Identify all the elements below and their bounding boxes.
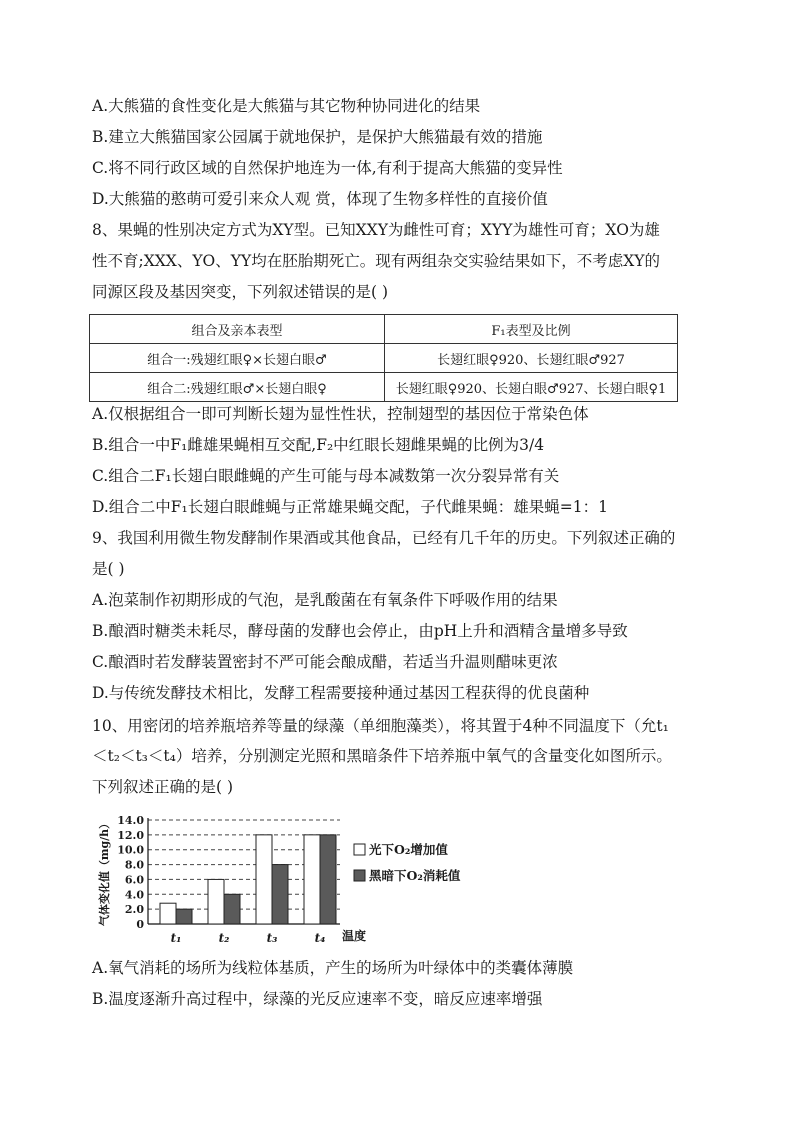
q10-option-a: A.氧气消耗的场所为线粒体基质，产生的场所为叶绿体中的类囊体薄膜 <box>92 959 574 977</box>
legend-swatch <box>354 870 365 881</box>
q10-stem-line2: ＜t₂＜t₃＜t₄）培养，分别测定光照和黑暗条件下培养瓶中氧气的含量变化如图所示。 <box>92 747 672 765</box>
y-axis-label: 气体变化值（mg/h） <box>98 817 111 927</box>
table-row <box>90 373 678 402</box>
table-cell: 长翅红眼♀920、长翅红眼♂927 <box>385 344 678 373</box>
table-row <box>90 344 678 373</box>
legend-label: 黑暗下O₂消耗值 <box>369 868 461 883</box>
y-tick-label: 14.0 <box>117 814 144 827</box>
q8-option-c: C.组合二F₁长翅白眼雌蝇的产生可能与母本减数第一次分裂异常有关 <box>92 467 560 485</box>
legend-swatch <box>354 844 365 855</box>
q8-stem-line3: 同源区段及基因突变，下列叙述错误的是( ) <box>92 283 389 301</box>
y-tick-label: 6.0 <box>124 873 144 887</box>
q9-stem-line1: 9、我国利用微生物发酵制作果酒或其他食品，已经有几千年的历史。下列叙述正确的 <box>92 529 676 547</box>
q8-stem-line1: 8、果蝇的性别决定方式为XY型。已知XXY为雌性可育；XYY为雄性可育；XO为雄 <box>92 221 660 239</box>
q10-stem-line1: 10、用密闭的培养瓶培养等量的绿藻（单细胞藻类），将其置于4种不同温度下（允t₁ <box>92 717 669 735</box>
bar <box>208 879 224 924</box>
cross-table <box>89 314 678 402</box>
x-tick-label: t₁ <box>170 931 182 945</box>
q7-option-d: D.大熊猫的憨萌可爱引来众人观 赏，体现了生物多样性的直接价值 <box>92 190 548 208</box>
legend-label: 光下O₂增加值 <box>369 842 448 857</box>
bar <box>160 903 176 924</box>
x-tick-label: t₂ <box>218 931 230 945</box>
table-cell: 组合一:残翅红眼♀×长翅白眼♂ <box>90 344 385 373</box>
table-header-cell: 组合及亲本表型 <box>90 315 385 344</box>
x-tick-label: t₄ <box>314 931 326 945</box>
q9-stem-line2: 是( ) <box>92 560 125 578</box>
q9-option-b: B.酿酒时糖类未耗尽，酵母菌的发酵也会停止，由pH上升和酒精含量增多导致 <box>92 622 628 640</box>
x-axis-label: 温度 <box>342 929 367 943</box>
y-tick-label: 0 <box>136 918 144 931</box>
y-tick-label: 12.0 <box>117 828 144 842</box>
o2-bar-chart <box>96 812 476 950</box>
q8-option-d: D.组合二中F₁长翅白眼雌蝇与正常雄果蝇交配，子代雌果蝇：雄果蝇=1：1 <box>92 498 608 516</box>
q8-stem-line2: 性不育;XXX、YO、YY均在胚胎期死亡。现有两组杂交实验结果如下，不考虑XY的 <box>92 252 661 270</box>
q9-option-c: C.酿酒时若发酵装置密封不严可能会酿成醋，若适当升温则醋味更浓 <box>92 653 558 671</box>
bar <box>320 835 336 924</box>
bar <box>176 909 192 924</box>
q10-option-b: B.温度逐渐升高过程中，绿藻的光反应速率不变，暗反应速率增强 <box>92 990 543 1008</box>
q9-option-a: A.泡菜制作初期形成的气泡，是乳酸菌在有氧条件下呼吸作用的结果 <box>92 591 558 609</box>
q8-option-a: A.仅根据组合一即可判断长翅为显性性状，控制翅型的基因位于常染色体 <box>92 405 589 423</box>
q7-option-c: C.将不同行政区域的自然保护地连为一体,有利于提高大熊猫的变异性 <box>92 159 563 177</box>
q7-option-b: B.建立大熊猫国家公园属于就地保护，是保护大熊猫最有效的措施 <box>92 128 543 146</box>
x-tick-label: t₃ <box>266 931 278 945</box>
q9-option-d: D.与传统发酵技术相比，发酵工程需要接种通过基因工程获得的优良菌种 <box>92 684 590 702</box>
table-header-cell: F₁表型及比例 <box>385 315 678 344</box>
q7-option-a: A.大熊猫的食性变化是大熊猫与其它物种协同进化的结果 <box>92 97 481 115</box>
table-cell: 组合二:残翅红眼♂×长翅白眼♀ <box>90 373 385 402</box>
q8-option-b: B.组合一中F₁雌雄果蝇相互交配,F₂中红眼长翅雌果蝇的比例为3/4 <box>92 436 545 454</box>
bar <box>304 835 320 924</box>
y-tick-label: 10.0 <box>117 843 144 857</box>
bar <box>224 894 240 924</box>
table-header-row <box>90 315 678 344</box>
q10-stem-line3: 下列叙述正确的是( ) <box>92 778 234 796</box>
y-tick-label: 2.0 <box>124 903 144 917</box>
table-cell: 长翅红眼♀920、长翅白眼♂927、长翅白眼♀1 <box>385 373 678 402</box>
y-tick-label: 8.0 <box>124 858 144 872</box>
y-tick-label: 4.0 <box>124 888 144 902</box>
bar <box>272 865 288 924</box>
bar <box>256 835 272 924</box>
